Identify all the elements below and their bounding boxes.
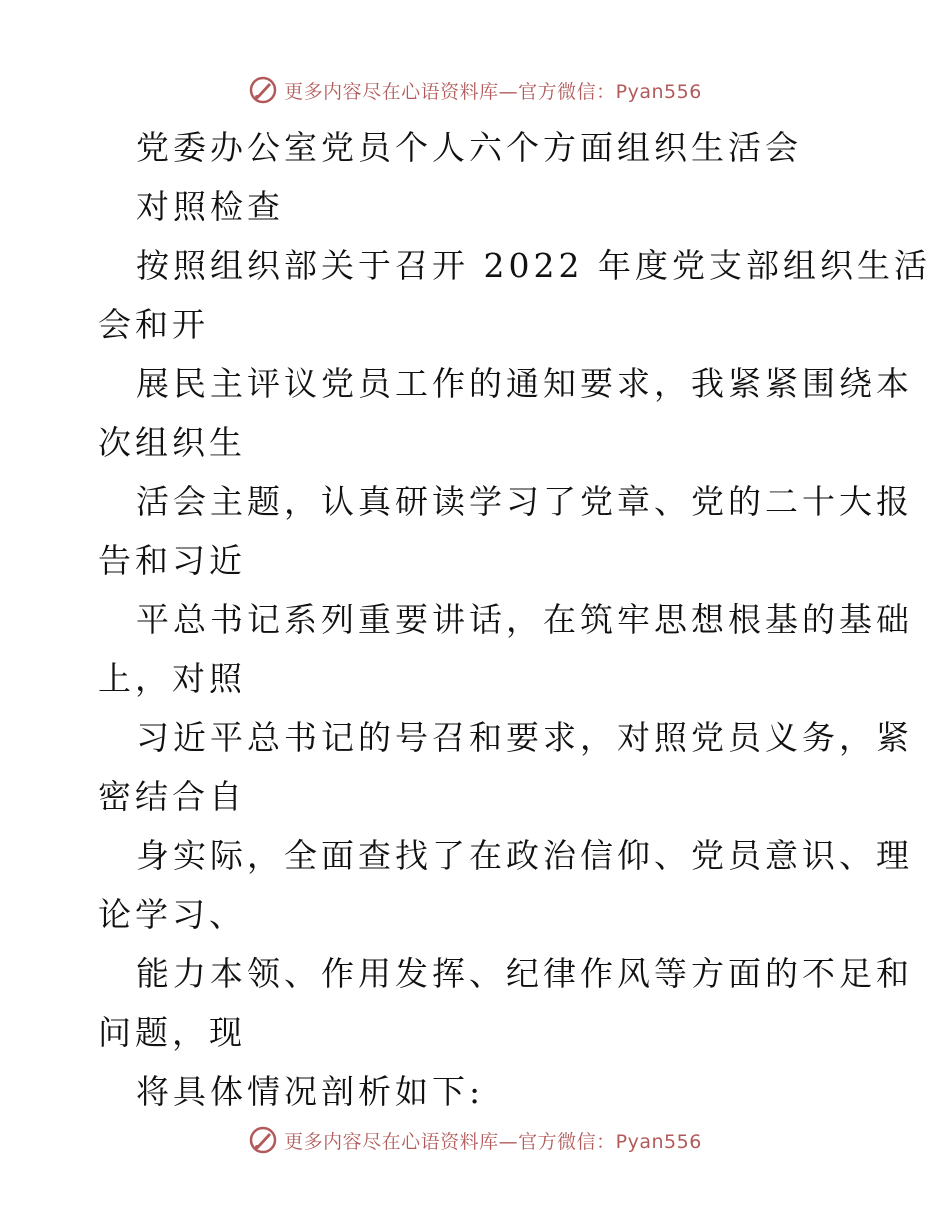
paragraph-line: 问题，现 [98,1013,246,1052]
header-banner [0,70,950,110]
paragraph-line: 活会主题，认真研读学习了党章、党的二十大报 [136,482,913,521]
paragraph-line: 展民主评议党员工作的通知要求，我紧紧围绕本 [136,364,913,403]
paragraph-line: 密结合自 [98,777,246,816]
paragraph-line: 平总书记系列重要讲话，在筑牢思想根基的基础 [136,600,913,639]
paragraph-line: 将具体情况剖析如下: [136,1072,485,1111]
quill-pen-logo-icon [248,75,278,105]
doc-title-line-1: 党委办公室党员个人六个方面组织生活会 [136,128,802,167]
doc-title-line-2: 对照检查 [136,187,284,226]
paragraph-line: 能力本领、作用发挥、纪律作风等方面的不足和 [136,954,913,993]
paragraph-line: 次组织生 [98,423,246,462]
quill-pen-logo-icon [248,1125,278,1155]
paragraph-line: 习近平总书记的号召和要求，对照党员义务，紧 [136,718,913,757]
footer-banner-text: 更多内容尽在心语资料库—官方微信：Pyan556 [284,1130,702,1153]
paragraph-line: 按照组织部关于召开 2022 年度党支部组织生活 [136,246,931,285]
document-body [98,118,931,1121]
paragraph-line: 身实际，全面查找了在政治信仰、党员意识、理 [136,836,913,875]
paragraph-line: 告和习近 [98,541,246,580]
paragraph-line: 会和开 [98,305,209,344]
paragraph-line: 论学习、 [98,895,246,934]
footer-banner [0,1120,950,1160]
paragraph-line: 上，对照 [98,659,246,698]
header-banner-text: 更多内容尽在心语资料库—官方微信：Pyan556 [284,80,702,103]
